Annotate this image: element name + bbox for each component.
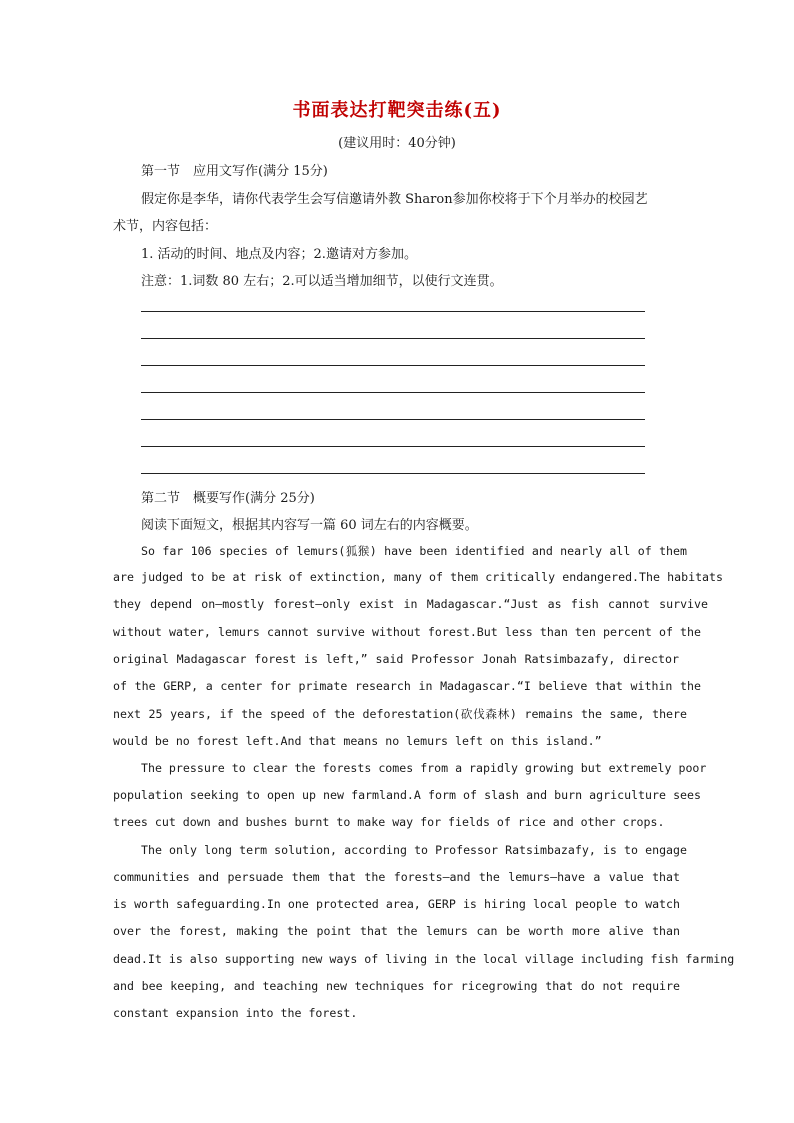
passage-line: original Madagascar forest is left,” said Professor Jonah Ratsimbazafy, director xyxy=(113,652,679,666)
passage-line: over the forest, making the point that the lemurs can be worth more alive than xyxy=(113,924,680,938)
page-title: 书面表达打靶突击练(五) xyxy=(292,100,502,121)
passage-line: next 25 years, if the speed of the deforestation(砍伐森林) remains the same, there xyxy=(113,707,687,721)
section1-prompt-line2: 术节，内容包括： xyxy=(113,219,218,234)
passage-line: constant expansion into the forest. xyxy=(113,1006,358,1020)
writing-line xyxy=(141,311,645,312)
section1-heading: 第一节 应用文写作(满分 15分) xyxy=(141,164,328,179)
section2-instruction: 阅读下面短文，根据其内容写一篇 60 词左右的内容概要。 xyxy=(141,518,478,533)
passage-line: population seeking to open up new farmland.A form of slash and burn agriculture sees xyxy=(113,788,701,802)
passage-line: they depend on—mostly forest—only exist in Madagascar.“Just as fish cannot survive xyxy=(113,597,708,611)
passage-line: and bee keeping, and teaching new techniques for ricegrowing that do not require xyxy=(113,979,680,993)
section1-content-points: 1. 活动的时间、地点及内容；2.邀请对方参加。 xyxy=(141,247,417,262)
writing-line xyxy=(141,473,645,474)
time-suggestion: (建议用时：40分钟) xyxy=(338,136,456,151)
passage-line: So far 106 species of lemurs(狐猴) have been identified and nearly all of them xyxy=(141,544,687,558)
passage-line: is worth safeguarding.In one protected area, GERP is hiring local people to watch xyxy=(113,897,680,911)
passage-line: would be no forest left.And that means no lemurs left on this island.” xyxy=(113,734,602,748)
passage-line: without water, lemurs cannot survive without forest.But less than ten percent of the xyxy=(113,625,701,639)
writing-line xyxy=(141,419,645,420)
section1-prompt-line1: 假定你是李华，请你代表学生会写信邀请外教 Sharon参加你校将于下个月举办的校园艺 xyxy=(141,192,648,207)
writing-line xyxy=(141,446,645,447)
writing-line xyxy=(141,338,645,339)
section1-notes: 注意：1.词数 80 左右；2.可以适当增加细节，以使行文连贯。 xyxy=(141,274,503,289)
passage-line: trees cut down and bushes burnt to make way for fields of rice and other crops. xyxy=(113,815,665,829)
passage-line: communities and persuade them that the forests—and the lemurs—have a value that xyxy=(113,870,680,884)
passage-line: The pressure to clear the forests comes from a rapidly growing but extremely poor xyxy=(141,761,707,775)
writing-line xyxy=(141,392,645,393)
passage-line: are judged to be at risk of extinction, many of them critically endangered.The habitats xyxy=(113,570,723,584)
writing-line xyxy=(141,365,645,366)
passage-line: The only long term solution, according to Professor Ratsimbazafy, is to engage xyxy=(141,843,687,857)
passage-line: of the GERP, a center for primate research in Madagascar.“I believe that within the xyxy=(113,679,701,693)
section2-heading: 第二节 概要写作(满分 25分) xyxy=(141,491,315,506)
passage-line: dead.It is also supporting new ways of living in the local village including fish farming xyxy=(113,952,735,966)
